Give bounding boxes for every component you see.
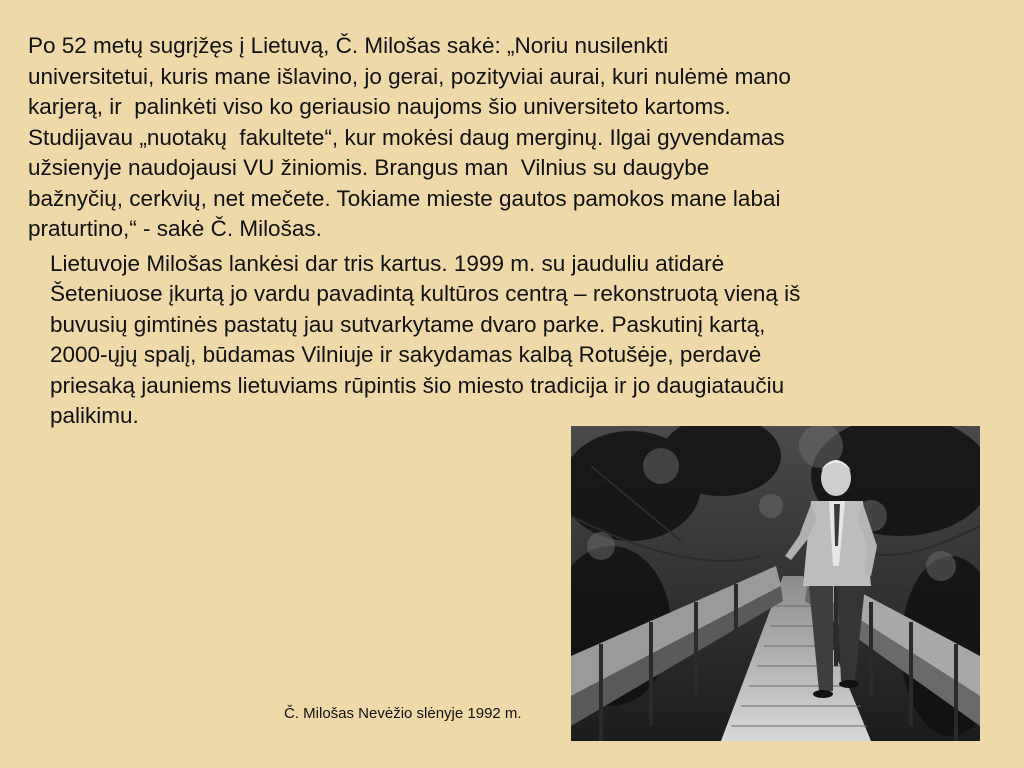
text-line: Po 52 metų sugrįžęs į Lietuvą, Č. Milošas sakė: „Noriu nusilenkti (28, 33, 669, 58)
text-line: palikimu. (50, 403, 139, 428)
text-line: praturtino,“ - sakė Č. Milošas. (28, 216, 322, 241)
text-line: užsienyje naudojausi VU žiniomis. Brangus man Vilnius su daugybe (28, 155, 710, 180)
paragraph-quote (28, 31, 1003, 245)
text-line: Šeteniuose įkurtą jo vardu pavadintą kultūros centrą – rekonstruotą vieną iš (50, 281, 801, 306)
photo-milosz-on-bridge (571, 426, 980, 741)
bridge-photo-image (571, 426, 980, 741)
paragraph-visits (28, 249, 1003, 432)
body-text (28, 31, 1003, 432)
text-line: Lietuvoje Milošas lankėsi dar tris kartus. 1999 m. su jauduliu atidarė (50, 250, 725, 276)
text-line: universitetui, kuris mane išlavino, jo gerai, pozityviai aurai, kuri nulėmė mano (28, 63, 791, 89)
text-line: priesaką jauniems lietuviams rūpintis šio miesto tradicija ir jo daugiataučiu (50, 372, 785, 398)
text-line: buvusių gimtinės pastatų jau sutvarkytame dvaro parke. Paskutinį kartą, (50, 311, 766, 337)
text-line: karjerą, ir palinkėti viso ko geriausio naujoms šio universiteto kartoms. (28, 94, 731, 119)
text-line: 2000-ųjų spalį, būdamas Vilniuje ir sakydamas kalbą Rotušėje, perdavė (50, 342, 762, 367)
text-line: Studijavau „nuotakų fakultete“, kur mokėsi daug merginų. Ilgai gyvendamas (28, 124, 785, 150)
photo-caption: Č. Milošas Nevėžio slėnyje 1992 m. (284, 705, 522, 722)
text-line: bažnyčių, cerkvių, net mečete. Tokiame mieste gautos pamokos mane labai (28, 185, 781, 211)
